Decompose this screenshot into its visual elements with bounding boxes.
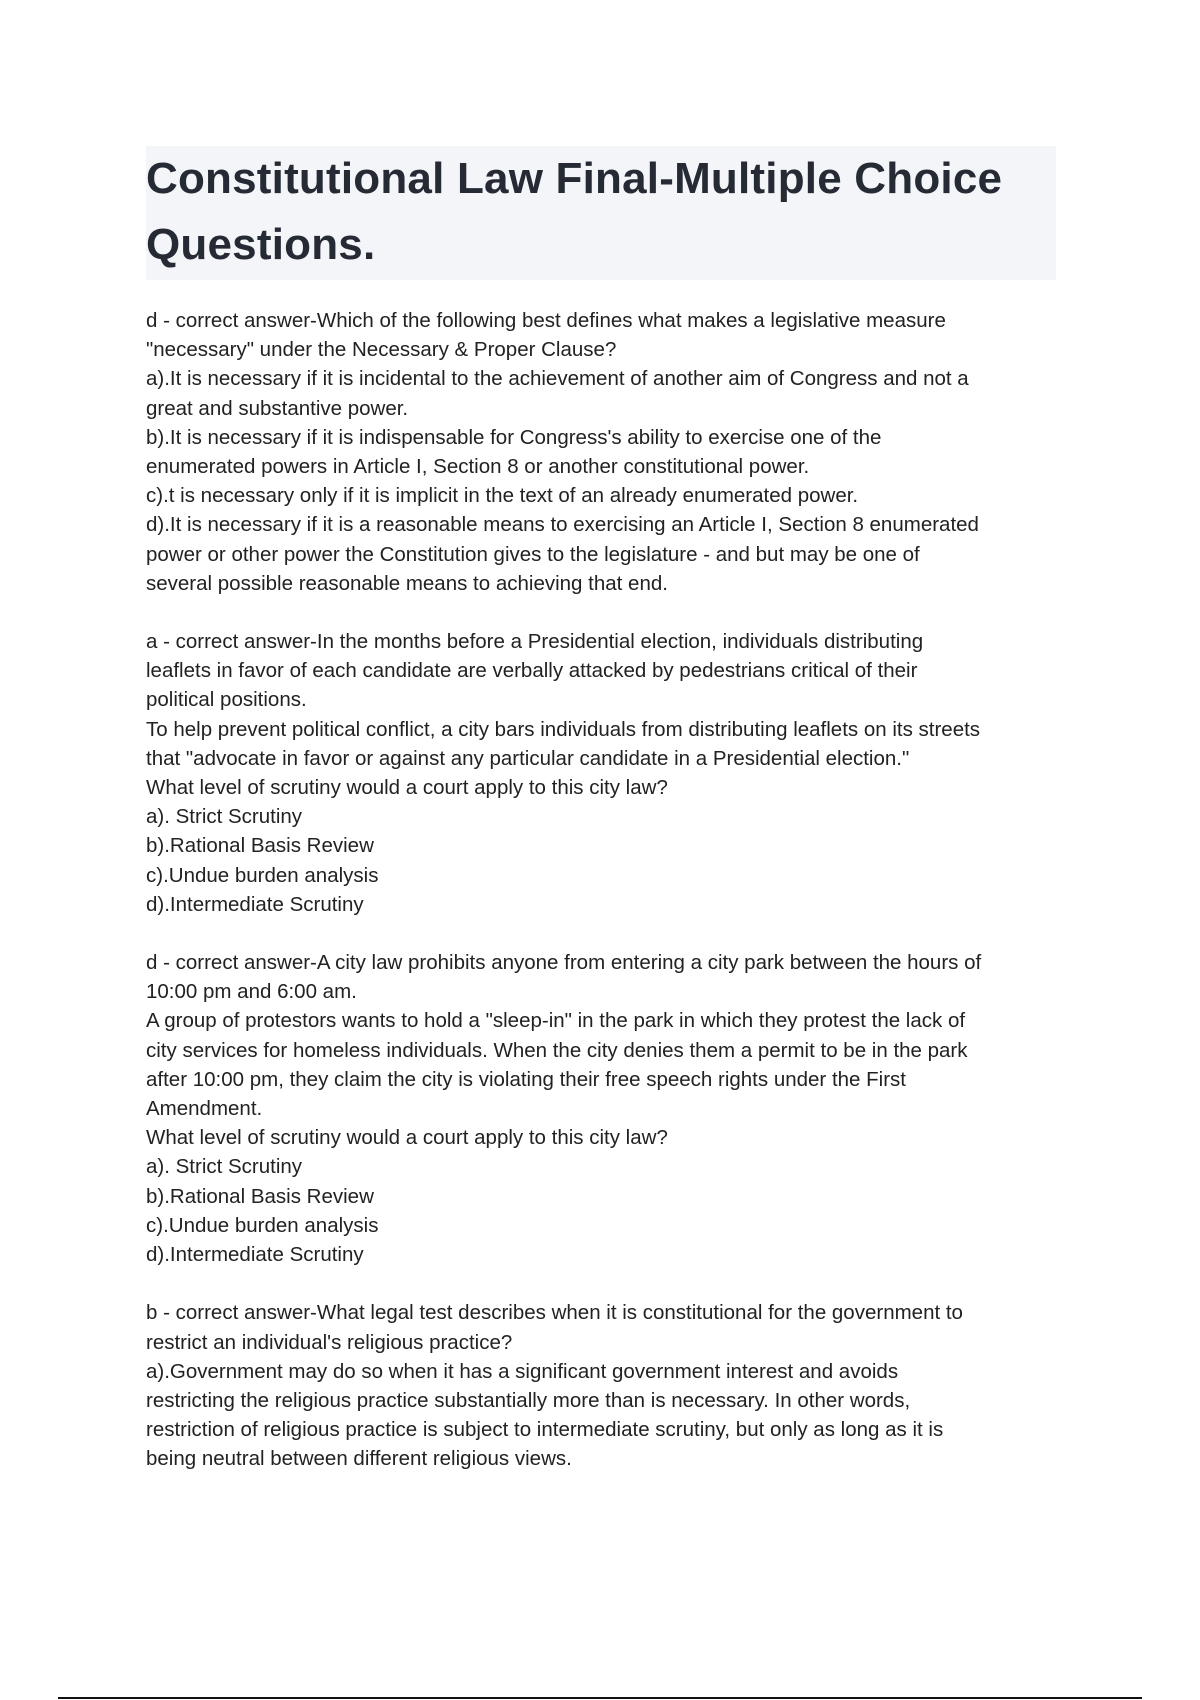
question-1-prompt: "necessary" under the Necessary & Proper Clause? (146, 338, 617, 362)
question-2-prompt: political positions. (146, 688, 307, 712)
question-1-option-a: a).It is necessary if it is incidental to the achievement of another aim of Congress and not a (146, 367, 969, 391)
question-2-option-b: b).Rational Basis Review (146, 834, 374, 858)
question-2-prompt: that "advocate in favor or against any particular candidate in a Presidential election." (146, 746, 910, 770)
question-4-option-a: restriction of religious practice is subject to intermediate scrutiny, but only as long as it is (146, 1418, 944, 1442)
question-4-option-a: restricting the religious practice substantially more than is necessary. In other words, (146, 1388, 911, 1412)
question-4-option-a: being neutral between different religious views. (146, 1447, 572, 1471)
question-2-option-d: d).Intermediate Scrutiny (146, 892, 364, 916)
question-3-option-a: a). Strict Scrutiny (146, 1155, 303, 1179)
question-block-1 (146, 306, 1066, 598)
question-1-option-a: great and substantive power. (146, 396, 409, 420)
question-3-option-c: c).Undue burden analysis (146, 1213, 379, 1237)
question-block-3 (146, 948, 1066, 1269)
question-2-prompt: To help prevent political conflict, a city bars individuals from distributing leaflets on its streets (146, 717, 981, 741)
question-1-option-b: b).It is necessary if it is indispensable for Congress's ability to exercise one of the (146, 425, 882, 449)
question-3-prompt: city services for homeless individuals. When the city denies them a permit to be in the park (146, 1038, 968, 1062)
question-2-prompt: leaflets in favor of each candidate are verbally attacked by pedestrians critical of their (146, 659, 918, 683)
question-1-prompt: d - correct answer-Which of the following best defines what makes a legislative measure (146, 309, 946, 332)
question-3-prompt: A group of protestors wants to hold a "sleep-in" in the park in which they protest the lack of (146, 1009, 966, 1033)
title-line: Questions. (146, 220, 376, 269)
question-4-option-a: a).Government may do so when it has a significant government interest and avoids (146, 1359, 899, 1383)
question-3-prompt: 10:00 pm and 6:00 am. (146, 980, 357, 1004)
question-2-prompt: a - correct answer-In the months before a Presidential election, individuals distributing (146, 630, 924, 654)
question-1-option-b: enumerated powers in Article I, Section 8 or another constitutional power. (146, 455, 810, 479)
footer-divider (58, 1697, 1142, 1699)
question-3-prompt: Amendment. (146, 1097, 263, 1121)
question-3-prompt: after 10:00 pm, they claim the city is violating their free speech rights under the First (146, 1067, 906, 1091)
question-block-4 (146, 1298, 1066, 1473)
question-4-prompt: b - correct answer-What legal test describes when it is constitutional for the government to (146, 1301, 963, 1325)
question-1-option-d: power or other power the Constitution gives to the legislature - and but may be one of (146, 542, 920, 566)
document-title (146, 146, 1056, 278)
question-1-option-c: c).t is necessary only if it is implicit in the text of an already enumerated power. (146, 484, 859, 508)
question-1-option-d: d).It is necessary if it is a reasonable means to exercising an Article I, Section 8 enumerated (146, 513, 979, 537)
question-3-option-b: b).Rational Basis Review (146, 1184, 374, 1208)
questions-list (146, 306, 1066, 1503)
question-3-prompt: What level of scrutiny would a court apply to this city law? (146, 1126, 668, 1150)
title-line: Constitutional Law Final-Multiple Choice (146, 154, 1003, 203)
question-4-prompt: restrict an individual's religious practice? (146, 1330, 513, 1354)
question-2-prompt: What level of scrutiny would a court apply to this city law? (146, 776, 668, 800)
question-block-2 (146, 627, 1066, 919)
question-1-option-d: several possible reasonable means to achieving that end. (146, 571, 668, 595)
question-2-option-a: a). Strict Scrutiny (146, 805, 303, 829)
question-3-prompt: d - correct answer-A city law prohibits anyone from entering a city park between the hours of (146, 951, 982, 975)
question-3-option-d: d).Intermediate Scrutiny (146, 1243, 364, 1267)
title-banner (146, 146, 1056, 280)
question-2-option-c: c).Undue burden analysis (146, 863, 379, 887)
